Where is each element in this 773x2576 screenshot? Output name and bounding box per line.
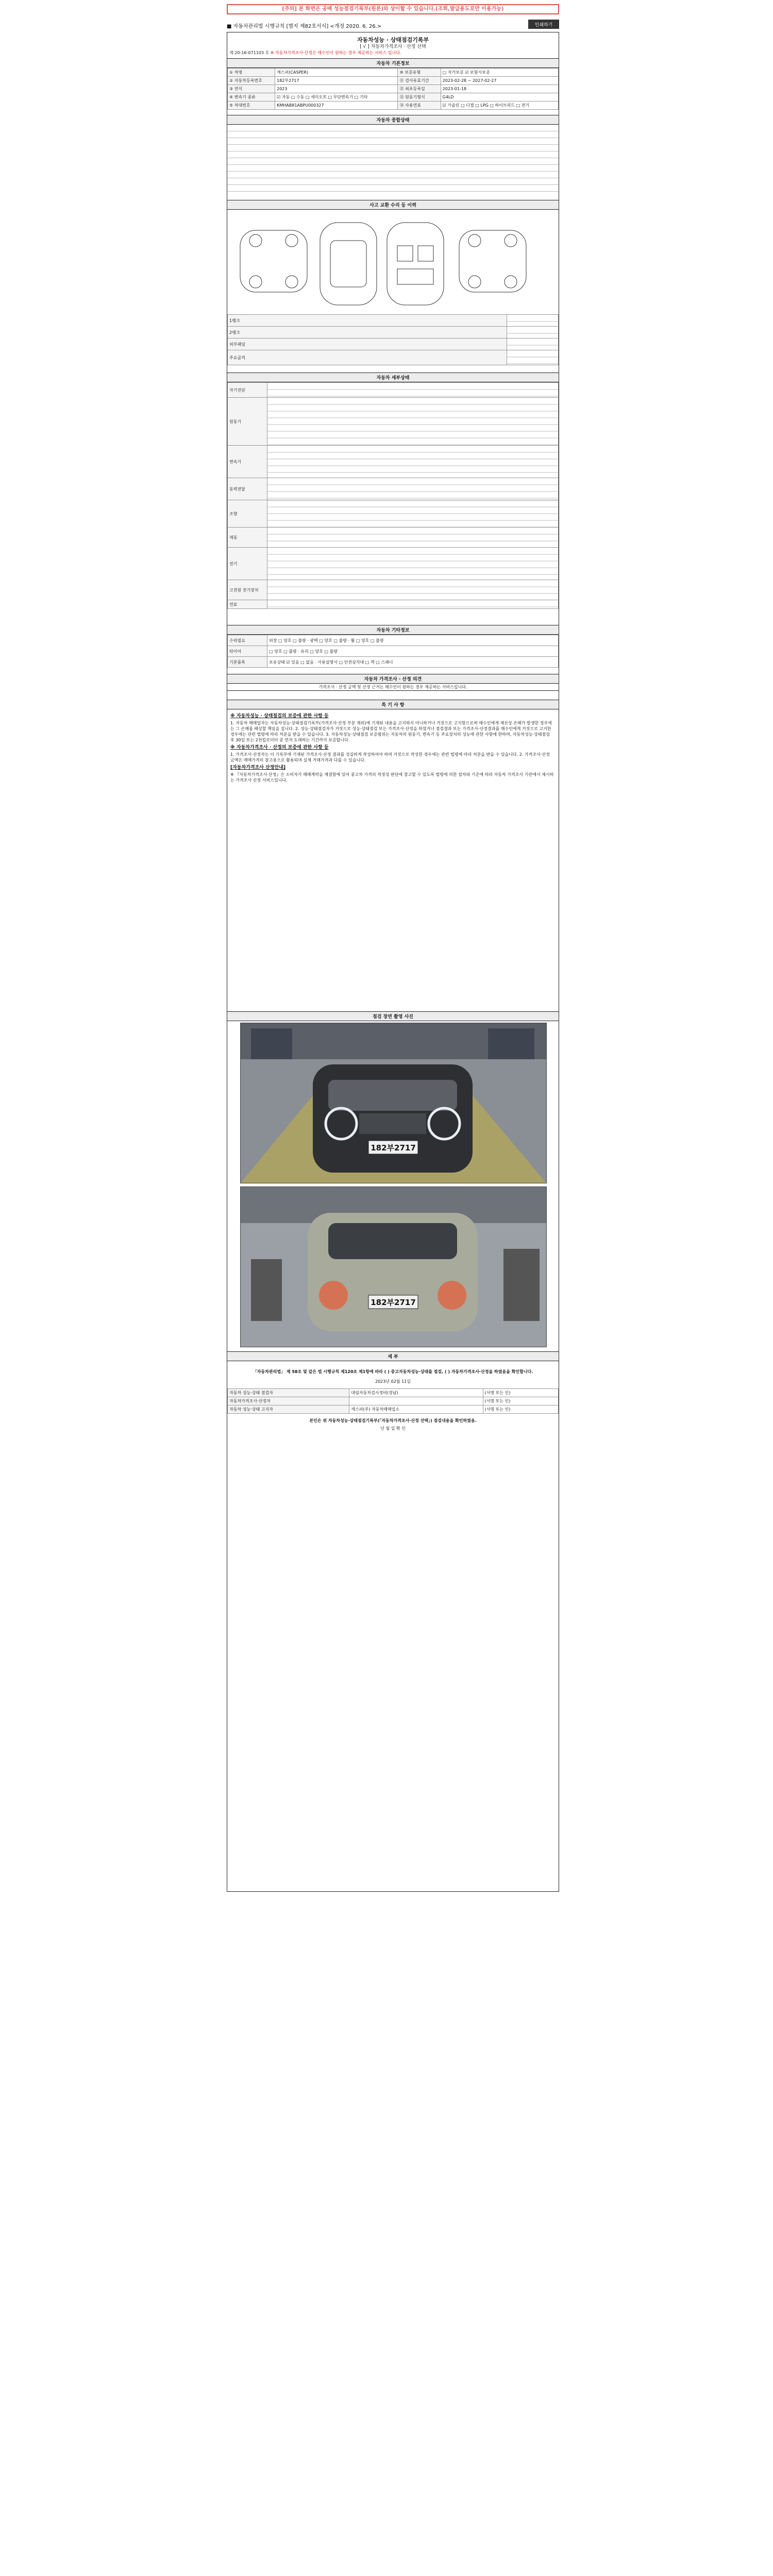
- other-info-table: [227, 635, 559, 668]
- table-cell: 2023-02-28 ~ 2027-02-27: [441, 77, 558, 85]
- table-cell: KMHAB81ABPU000327: [275, 101, 398, 110]
- table-cell: 자동차 성능·상태 고지자: [228, 1405, 349, 1414]
- table-cell: ② 자동차등록번호: [228, 77, 275, 85]
- notice-text: 1. 가격조사·산정자는 이 기록부에 기재된 가격조사·산정 결과를 성실하게 작성하여야 하며 거짓으로 작성한 경우에는 관련 법령에 따라 처분을 받을 수 있습니다. 2. 가격조사·산정 금액은 매매가격의 참고용으로 활용되며 실제 거래가격과 다를 수 있습니다.: [230, 752, 550, 762]
- detail-status-section: [227, 372, 559, 620]
- table-row: [228, 398, 559, 446]
- table-cell: [507, 327, 558, 338]
- table-row: [228, 528, 559, 548]
- document-title: 자동차성능 · 상태점검기록부: [357, 37, 429, 43]
- signature-table: [227, 1388, 559, 1414]
- document-header: [227, 20, 559, 30]
- license-plate-front: 182부2717: [371, 1143, 416, 1153]
- license-plate-rear: 182부2717: [371, 1298, 416, 1307]
- table-cell: 원동기: [228, 398, 267, 446]
- notice-text: ※ 『자동차가격조사·산정』은 소비자가 매매계약을 체결함에 있어 중고차 가격의 적정성 판단에 참고할 수 있도록 법령에 의한 절차와 기준에 따라 자동차 가격조사 기관에서 제시하는 가격조사 산정 서비스입니다.: [230, 772, 554, 783]
- table-cell: 2랭크: [228, 327, 507, 338]
- table-cell: ⑪ 검사유효기간: [398, 77, 441, 85]
- car-side-left-outline: [240, 230, 307, 292]
- table-cell: 자동차가격조사·산정자: [228, 1397, 349, 1405]
- table-row: [228, 548, 559, 580]
- price-text: 가격조사 · 산정 금액 및 산정 근거는 매수인이 원하는 경우 제공하는 서비스입니다.: [227, 684, 559, 691]
- table-cell: 182부2717: [275, 77, 398, 85]
- wheel-mark: [285, 276, 298, 288]
- notice-block: [230, 711, 555, 784]
- table-cell: 외부패널: [228, 338, 507, 350]
- table-cell: ⑫ 최초등록일: [398, 85, 441, 93]
- table-cell: (서명 또는 인): [483, 1397, 559, 1405]
- table-cell: [267, 478, 559, 500]
- price-heading: 자동차 가격조사 · 산정 의견: [227, 674, 559, 684]
- detail-status-heading: 자동차 세부상태: [227, 373, 559, 382]
- accident-history-section: [227, 200, 559, 370]
- detail-footer-heading: 세 부: [227, 1351, 559, 1361]
- detail-status-table: [227, 382, 559, 609]
- table-cell: 연료: [228, 600, 267, 609]
- table-cell: (서명 또는 인): [483, 1389, 559, 1397]
- table-cell: ⑬ 원동기형식: [398, 93, 441, 101]
- inspection-sheet: [227, 32, 559, 1892]
- other-info-heading: 자동차 기타정보: [227, 625, 559, 635]
- overall-status-section: [227, 115, 559, 198]
- table-cell: [267, 500, 559, 528]
- table-cell: [507, 338, 558, 350]
- table-cell: 조향: [228, 500, 267, 528]
- table-row: [228, 69, 559, 77]
- table-row: [228, 478, 559, 500]
- warning-banner: [주의] 본 화면은 공배 성능점검기록부(원본)와 상이할 수 있습니다.(조회,발급용도로만 이용가능): [227, 4, 559, 14]
- table-cell: 수리필요: [228, 635, 267, 646]
- table-cell: ① 차명: [228, 69, 275, 77]
- table-cell: 고전원 전기장치: [228, 580, 267, 600]
- table-cell: [267, 528, 559, 548]
- notice-heading: [자동차가격조사 산정안내]: [230, 765, 285, 770]
- table-row: [228, 315, 559, 327]
- table-row: [228, 338, 559, 350]
- photo-heading: 점검 장면 촬영 사진: [227, 1011, 559, 1021]
- table-cell: [267, 600, 559, 609]
- car-top-outline: [320, 223, 377, 305]
- table-cell: ☑ 가솔린 □ 디젤 □ LPG □ 하이브리드 □ 전기: [441, 101, 558, 110]
- table-cell: ④ 변속기 종류: [228, 93, 275, 101]
- table-cell: [267, 398, 559, 446]
- car-top-interior-outline: [387, 223, 444, 305]
- table-cell: G4LD: [441, 93, 558, 101]
- table-row: [228, 93, 559, 101]
- wheel-mark: [249, 234, 262, 247]
- notice-text: 1. 자동차 매매업자는 자동차성능·상태점검기록부(가격조사·산정 부분 제외)에 기재된 내용을 고지하지 아니하거나 거짓으로 고지함으로써 매수인에게 재산상 손해가 발생한 경우에는 그 손해를 배상할 책임을 집니다. 2. 성능·상태점검자가 거짓으로 성능·상태점검 또는 가격조사·산정을 하였거나 점검결과 또는 가격조사·산정결과를 매수인에게 거짓으로 고지한 경우에는 관련 법령에 따라 처분을 받을 수 있습니다. 3. 자동차성능·상태점검 보증범위는 자동차의 원동기, 변속기 등 주요장치의 성능에 관한 사항에 한하며, 자동차성능·상태점검 후 30일 또는 2천킬로미터 중 먼저 도래하는 기간까지 보증합니다.: [230, 721, 552, 742]
- table-cell: ☑ 자동 □ 수동 □ 세미오토 □ 무단변속기 □ 기타: [275, 93, 398, 101]
- other-info-section: [227, 625, 559, 668]
- table-cell: 외장 □ 양호 □ 불량 · 광택 □ 양호 □ 불량 · 휠 □ 양호 □ 불량: [267, 635, 559, 646]
- inspection-document: [227, 0, 559, 1896]
- table-cell: 캐스퍼(CASPER): [275, 69, 398, 77]
- special-notes-heading: 특 기 사 항: [227, 700, 559, 709]
- table-cell: (서명 또는 인): [483, 1405, 559, 1414]
- table-cell: [507, 350, 558, 365]
- table-row: [228, 446, 559, 478]
- special-notes-section: [227, 700, 559, 709]
- signature-block: [227, 1367, 559, 1431]
- document-number: 제 20-16-071103 호: [229, 50, 270, 55]
- car-rear-photo: [241, 1187, 546, 1347]
- table-row: [228, 635, 559, 646]
- table-cell: [267, 580, 559, 600]
- table-row: [228, 500, 559, 528]
- table-cell: 대림자동차검사정비(경남): [349, 1389, 483, 1397]
- price-section: [227, 674, 559, 691]
- signature-footer: 본인은 위 자동차성능·상태점검기록부(「자동차가격조사·산정 선택」) 점검내용을 확인하였음.: [309, 1418, 477, 1423]
- car-side-right-outline: [459, 230, 526, 292]
- table-row: [228, 350, 559, 365]
- table-cell: [349, 1397, 483, 1405]
- table-cell: 변속기: [228, 446, 267, 478]
- table-row: [228, 1397, 559, 1405]
- table-row: [228, 600, 559, 609]
- inspection-photo-front: [240, 1023, 547, 1183]
- table-row: [228, 1389, 559, 1397]
- print-button[interactable]: 인쇄하기: [528, 20, 559, 29]
- table-cell: 제동: [228, 528, 267, 548]
- inspection-photo-rear: [240, 1187, 547, 1347]
- table-row: [228, 77, 559, 85]
- table-cell: 자동차 성능·상태 점검자: [228, 1389, 349, 1397]
- table-cell: 자기진단: [228, 383, 267, 398]
- basic-info-section: [227, 58, 559, 110]
- table-cell: 주요골격: [228, 350, 507, 365]
- table-row: [228, 101, 559, 110]
- table-cell: ③ 연식: [228, 85, 275, 93]
- table-cell: [507, 315, 558, 327]
- table-row: [228, 383, 559, 398]
- table-row: [228, 657, 559, 668]
- table-cell: 전기: [228, 548, 267, 580]
- table-cell: 캐스퍼(주) 자동차매매업소: [349, 1405, 483, 1414]
- document-subtitle: [ √ ] 자동차가격조사 · 산정 선택: [360, 44, 426, 49]
- table-cell: 2023-01-18: [441, 85, 558, 93]
- table-row: [228, 580, 559, 600]
- table-row: [228, 1405, 559, 1414]
- frame-table: [227, 314, 559, 365]
- form-reference: ■ 자동차관리법 시행규칙 [별지 제82호서식] <개정 2020. 6. 26.>: [227, 24, 382, 29]
- price-service-note: ※ 자동차가격조사·산정은 매수인이 원하는 경우 제공하는 서비스 입니다.: [270, 50, 401, 55]
- table-cell: 동력전달: [228, 478, 267, 500]
- table-cell: 타이어: [228, 646, 267, 657]
- vehicle-diagram: [227, 210, 559, 313]
- table-row: [228, 85, 559, 93]
- document-note: [229, 50, 554, 56]
- notice-heading: ※ 자동차가격조사 · 산정의 보증에 관한 사항 등: [230, 745, 329, 750]
- signature-date: 2023년 02월 11일: [375, 1379, 411, 1384]
- wheel-mark: [249, 276, 262, 288]
- overall-status-heading: 자동차 종합상태: [227, 115, 559, 125]
- table-cell: ⑤ 차대번호: [228, 101, 275, 110]
- table-cell: [267, 383, 559, 398]
- basic-info-table: [227, 68, 559, 110]
- table-cell: □ 자가보증 ☑ 보험사보증: [441, 69, 558, 77]
- wheel-mark: [285, 234, 298, 247]
- table-cell: 보유상태 ☑ 있음 □ 없음 · 사용설명서 □ 안전삼각대 □ 잭 □ 스패너: [267, 657, 559, 668]
- table-cell: [267, 548, 559, 580]
- table-row: [228, 327, 559, 338]
- signature-heading: 「자동차관리법」 제 58조 및 같은 법 시행규칙 제120조 제1항에 따라 ( ) 중고자동차성능·상태를 점검, ( ) 자동차가격조사·산정을 하였음을 확인합니다.: [253, 1369, 533, 1374]
- overall-status-grid: [227, 125, 559, 197]
- table-cell: [267, 446, 559, 478]
- table-row: [228, 646, 559, 657]
- table-cell: ⑩ 보증유형: [398, 69, 441, 77]
- table-cell: □ 양호 □ 불량 · 유리 □ 양호 □ 불량: [267, 646, 559, 657]
- table-cell: 2023: [275, 85, 398, 93]
- accident-history-heading: 사고 교환 수리 등 이력: [227, 200, 559, 210]
- notice-heading: ※ 자동차성능 · 상태점검의 보증에 관한 사항 등: [230, 714, 329, 719]
- signature-footer-date: 년 월 일 확 인: [380, 1426, 406, 1431]
- table-cell: 기본품목: [228, 657, 267, 668]
- basic-info-heading: 자동차 기본정보: [227, 59, 559, 68]
- table-cell: ⑭ 사용연료: [398, 101, 441, 110]
- table-cell: 1랭크: [228, 315, 507, 327]
- car-front-photo: [241, 1023, 546, 1183]
